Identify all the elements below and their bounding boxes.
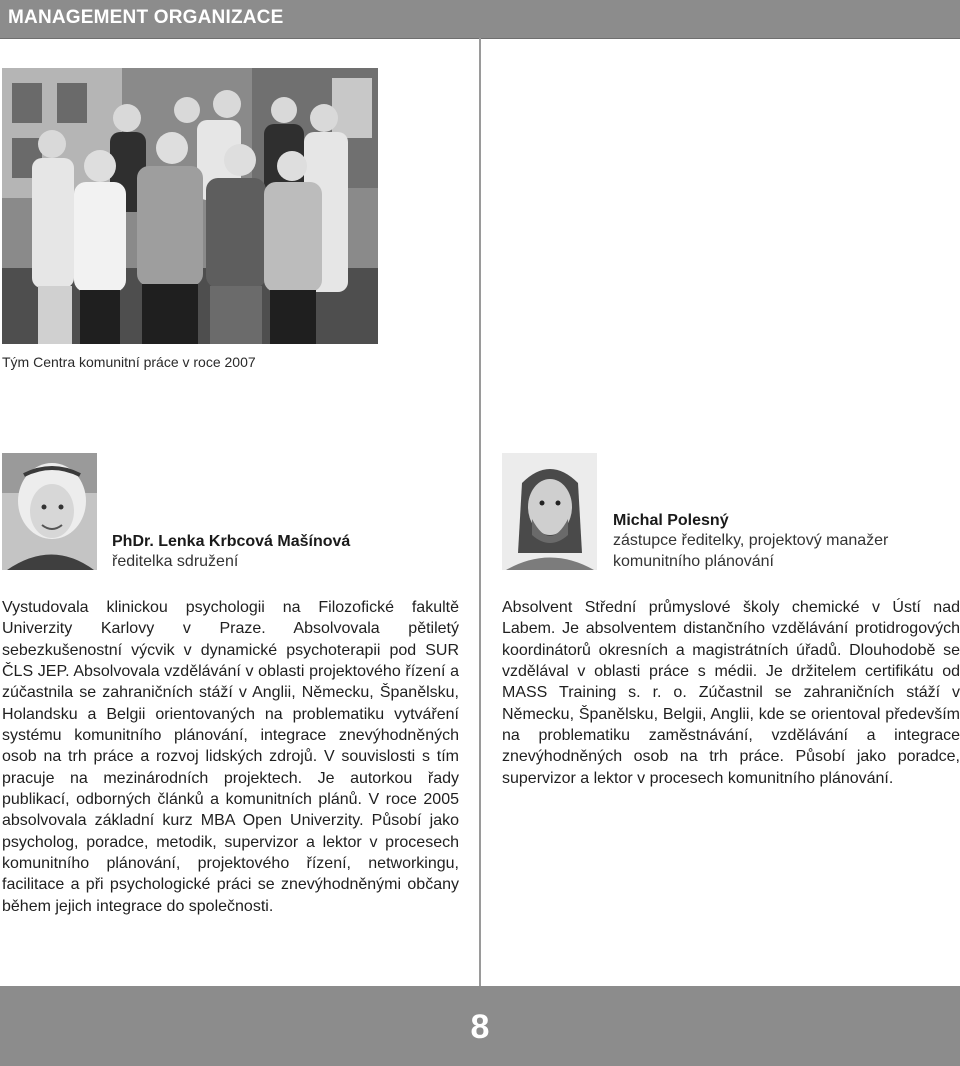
portrait-lenka — [2, 453, 97, 570]
portrait-michal — [502, 453, 597, 570]
michal-name: Michal Polesný — [613, 512, 729, 529]
lenka-name: PhDr. Lenka Krbcová Mašínová — [112, 533, 351, 550]
michal-role: zástupce ředitelky, projektový manažer komunitního plánování — [613, 532, 889, 570]
header-bar — [0, 0, 960, 39]
lenka-bio: Vystudovala klinickou psychologii na Filozofické fakultě Univerzity Karlovy v Praze. Absolvovala pětiletý sebezkušenostní výcvik v dynamické psychoterapii pod SUR ČLS JEP. Absolvovala vzdělávání v oblasti projektového řízení a zúčastnila se zahraničních stáží v Anglii, Německu, Španělsku, Holandsku a Belgii orientovaných na problematiku vytváření systému komunitního plánování, integrace znevýhodněných osob na trh práce a rozvoj lidských zdrojů. V souvislosti s tím pracuje na mezinárodních projektech. Je autorkou řady publikací, odborných článků a komunitních plánů. V roce 2005 absolvovala základní kurz MBA Open Univerzity. Působí jako psycholog, poradce, metodik, supervizor a lektor v procesech komunitního plánování, projektového řízení, networkingu, facilitace a při psychologické práci se znevýhodněnými občany během jejich integrace do společnosti. — [2, 599, 459, 915]
team-photo-caption: Tým Centra komunitní práce v roce 2007 — [2, 354, 256, 370]
team-photo-illustration — [2, 68, 378, 344]
footer-bar — [0, 986, 960, 1066]
column-divider — [479, 38, 481, 986]
lenka-role: ředitelka sdružení — [112, 553, 239, 570]
lenka-heading — [112, 533, 350, 572]
portrait-michal-illustration — [502, 453, 597, 570]
team-photo — [2, 68, 378, 344]
portrait-lenka-illustration — [2, 453, 97, 570]
page-title: MANAGEMENT ORGANIZACE — [8, 7, 284, 28]
michal-heading — [613, 512, 953, 572]
michal-bio: Absolvent Střední průmyslové školy chemické v Ústí nad Labem. Je absolventem distančního vzdělávání protidrogových koordinátorů okresních a magistrátních úřadů. Dlouhodobě se vzdělával v oblasti práce s médii. Je držitelem certifikátu od MASS Training s. r. o. Zúčastnil se zahraničních stáží v Německu, Španělsku, Belgii, Anglii, kde se orientoval především na problematiku zaměstnávání, vzdělávání a integrace znevýhodněných osob na trh práce. Působí jako poradce, supervizor a lektor v procesech komunitního plánování. — [502, 599, 960, 787]
page-number: 8 — [470, 1008, 490, 1046]
